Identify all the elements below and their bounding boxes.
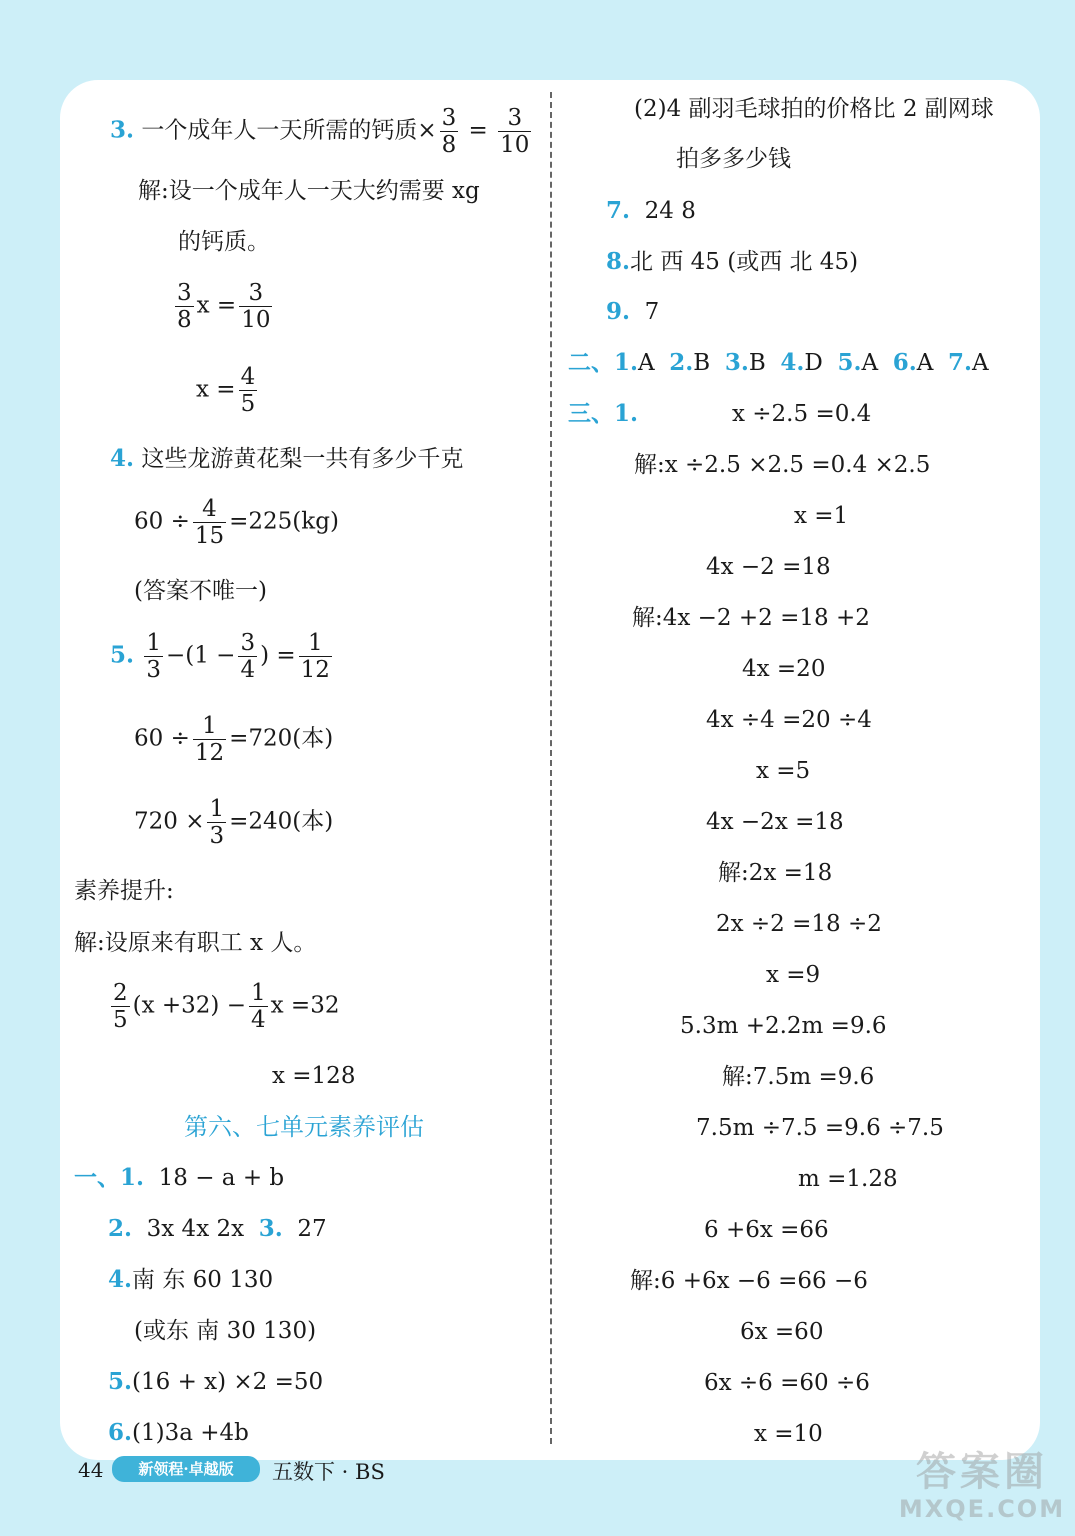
eq-line-13: 5.3m +2.2m =9.6	[680, 1013, 887, 1039]
r-line-1: (2)4 副羽毛球拍的价格比 2 副网球	[634, 96, 994, 122]
eq-line-11: 2x ÷2 =18 ÷2	[716, 911, 882, 937]
eq-line-9: 4x −2x =18	[706, 809, 844, 835]
eq-line-6: 4x =20	[742, 656, 826, 682]
page-number: 44	[78, 1458, 104, 1482]
q4-number: 4.	[110, 445, 135, 472]
q4-equation: 60 ÷ $\frac{4}{15}$ =225(kg)	[134, 496, 339, 549]
eq-line-14: 解:7.5m =9.6	[722, 1064, 875, 1090]
eq-line-4: 4x −2 =18	[706, 554, 831, 580]
q3-result: x = $\frac{4}{5}$	[196, 364, 256, 417]
q5-equation-3: 720 × $\frac{1}{3}$ =240(本)	[134, 796, 334, 849]
eq-line-3: x =1	[794, 503, 849, 529]
s1-q1-line: 一、1. 18 − a + b	[74, 1164, 285, 1191]
suyang-equation: $\frac{2}{5}$ (x +32) − $\frac{1}{4}$ x =32	[113, 980, 340, 1033]
eq-line-1: x ÷2.5 =0.4	[732, 401, 872, 427]
eq-line-8: x =5	[756, 758, 811, 784]
q5-number: 5.	[110, 641, 135, 669]
suyang-heading: 素养提升:	[74, 878, 174, 904]
unit-assessment-title: 第六、七单元素养评估	[184, 1113, 424, 1141]
q4-text: 这些龙游黄花梨一共有多少千克	[141, 446, 464, 472]
watermark-logo: 答案圈 MXQE.COM	[898, 1449, 1066, 1523]
eq-line-17: 6 +6x =66	[704, 1217, 829, 1243]
eq-line-20: 6x ÷6 =60 ÷6	[704, 1370, 870, 1396]
s1-q6-line: 6.(1)3a +4b	[108, 1419, 249, 1446]
eq-line-21: x =10	[754, 1421, 823, 1447]
q3-solution-line-1: 解:设一个成年人一天大约需要 xg	[138, 178, 480, 204]
section-2-line: 二、1.A 2.B 3.B 4.D 5.A 6.A 7.A	[568, 349, 989, 376]
eq-line-5: 解:4x −2 +2 =18 +2	[632, 605, 870, 631]
s1-q5-line: 5.(16 + x) ×2 =50	[108, 1368, 324, 1395]
q7-line: 7. 24 8	[606, 197, 696, 224]
s1-q4-alt: (或东 南 30 130)	[134, 1318, 317, 1344]
q3-line: 3. 一个成年人一天所需的钙质× $\frac{3}{8}$ = $\frac{3}{10}$	[110, 105, 530, 158]
q3-equation: $\frac{3}{8}$ x = $\frac{3}{10}$	[177, 280, 271, 333]
q5-equation-2: 60 ÷ $\frac{1}{12}$ =720(本)	[134, 713, 334, 766]
column-divider	[550, 92, 552, 1444]
q5-equation-1: 5. $\frac{1}{3}$ −(1 − $\frac{3}{4}$ ) = $\frac{1}{12}$	[110, 630, 330, 683]
s1-q4-line: 4.南 东 60 130	[108, 1266, 274, 1293]
section-1-label: 一、	[74, 1164, 120, 1191]
q4-line	[110, 444, 463, 474]
eq-line-19: 6x =60	[740, 1319, 824, 1345]
q8-line: 8.北 西 45 (或西 北 45)	[606, 248, 859, 275]
section-2-label: 二、	[568, 349, 614, 376]
eq-line-16: m =1.28	[798, 1166, 898, 1192]
q9-line: 9. 7	[606, 298, 660, 325]
eq-line-2: 解:x ÷2.5 ×2.5 =0.4 ×2.5	[634, 452, 931, 478]
q3-number: 3.	[110, 116, 135, 144]
q4-note: (答案不唯一)	[134, 578, 267, 604]
q3-fraction-1: $\frac{3}{8}$	[441, 105, 457, 158]
q3-fraction-2: $\frac{3}{10}$	[500, 105, 530, 158]
eq-line-18: 解:6 +6x −6 =66 −6	[630, 1268, 868, 1294]
series-badge: 新领程·卓越版	[112, 1456, 260, 1482]
s1-q2-line: 2. 3x 4x 2x 3. 27	[108, 1215, 327, 1242]
q3-text: 一个成年人一天所需的钙质×	[141, 117, 437, 144]
book-title: 五数下 · BS	[272, 1460, 385, 1484]
suyang-solution: 解:设原来有职工 x 人。	[74, 930, 317, 956]
q3-solution-line-2: 的钙质。	[178, 229, 270, 255]
eq-line-7: 4x ÷4 =20 ÷4	[706, 707, 872, 733]
suyang-result: x =128	[272, 1063, 356, 1089]
section-3-label: 三、	[568, 400, 614, 427]
eq-line-12: x =9	[766, 962, 821, 988]
r-line-2: 拍多多少钱	[676, 146, 791, 172]
eq-line-15: 7.5m ÷7.5 =9.6 ÷7.5	[696, 1115, 944, 1141]
eq-line-10: 解:2x =18	[718, 860, 833, 886]
section-3-label-line: 三、1.	[568, 400, 639, 427]
